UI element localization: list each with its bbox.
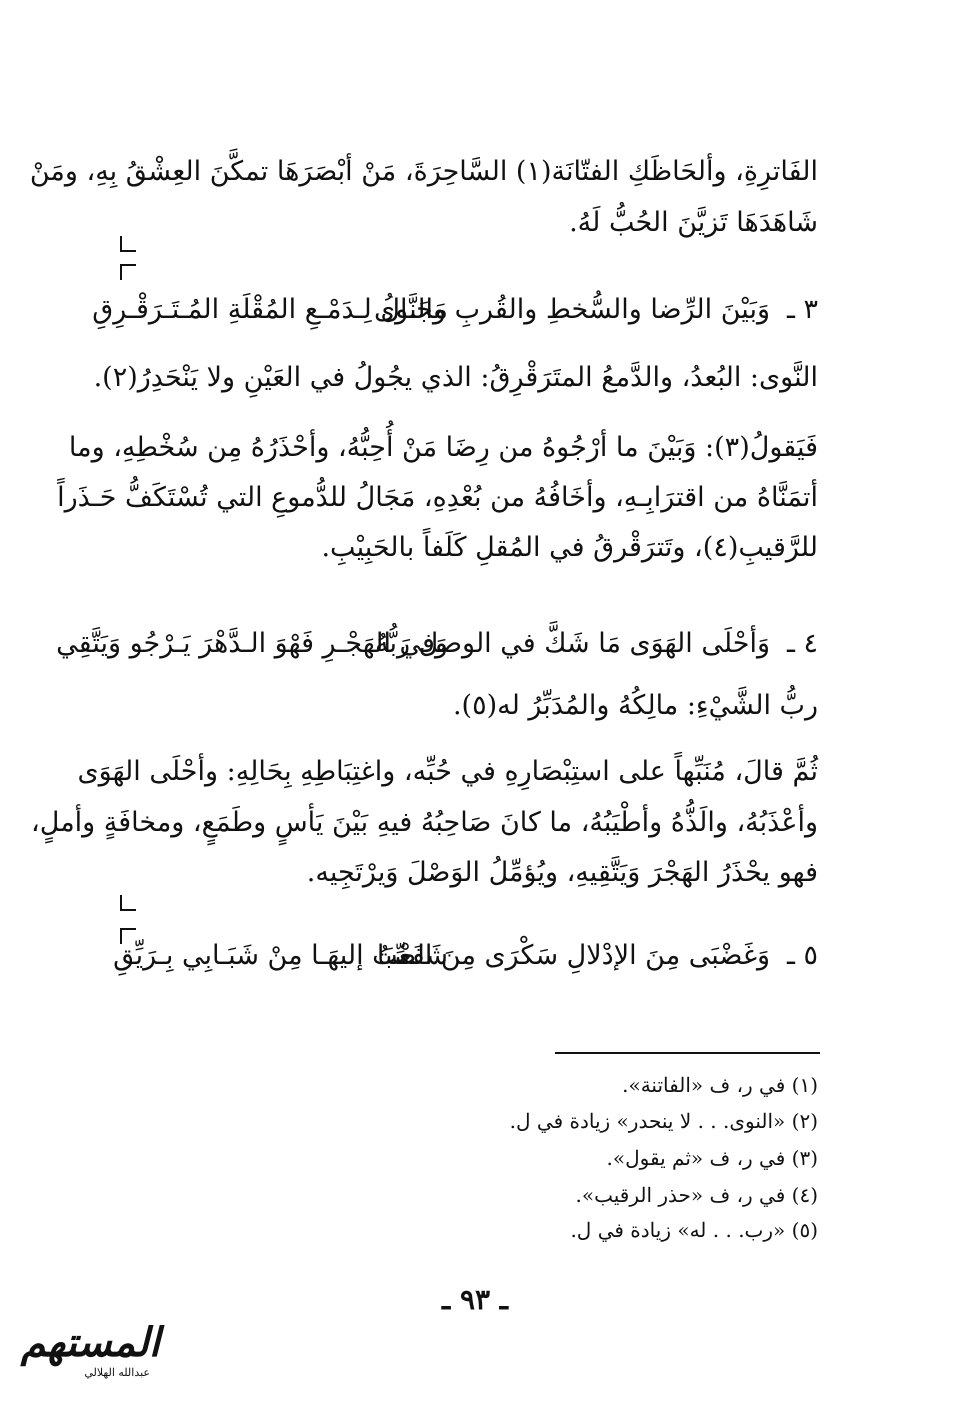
verse-5	[113, 934, 818, 978]
footnote-2: (٢) «النوى. . . لا ينحدر» زيادة في ل.	[509, 1109, 818, 1133]
verse-second-hemistich: مَجَـالُ لِـدَمْـعِ المُقْلَةِ المُـتَـرَقْـرِقِ	[92, 294, 448, 325]
text-line-7: ربُّ الشَّيْءِ: مالِكُهُ والمُدَبِّرُ له(٥).	[452, 690, 818, 721]
text-line-2: شَاهَدَهَا تَزيَّنَ الحُبُّ لَهُ.	[569, 207, 818, 238]
section-start-mark	[120, 264, 136, 280]
text-line-9: وأعْذَبُهُ، والَذُّهُ وأطْيَبُهُ، ما كانَ صَاحِبُهُ فيهِ بَيْنَ يَأسٍ وطَمَعٍ، ومخافَةٍ وأملٍ،	[31, 807, 818, 838]
section-end-mark	[120, 895, 136, 911]
verse-3	[92, 288, 818, 332]
logo-subtitle: عبدالله الهلالي	[84, 1366, 150, 1379]
verse-second-hemistich: شَفَعْتُ إليهَـا مِنْ شَبَـابِي بِـرَيِّقِ	[113, 940, 448, 971]
text-line-10: فهو يحْذَرُ الهَجْرَ وَيَتَّقِيهِ، ويُؤمِّلُ الوَصْلَ وَيرْتَجِيه.	[306, 857, 818, 888]
verse-4	[56, 622, 818, 666]
section-end-mark	[120, 236, 136, 252]
footnote-1: (١) في ر، ف «الفاتنة».	[622, 1073, 818, 1097]
text-line-5: أتمَنَّاهُ من اقترَابِـهِ، وأخَافُهُ من بُعْدِهِ، مَجَالُ للدُّموعِ التي تُسْتَكَفُّ حَـذَراً	[57, 482, 818, 513]
footnote-separator	[555, 1052, 820, 1054]
text-line-4: فَيَقولُ(٣): وَبَيْنَ ما أرْجُوهُ من رِضَا مَنْ أُحِبُّهُ، وأحْذَرُهُ مِن سُخْطِهِ، وما	[68, 432, 818, 463]
verse-first-hemistich: وَغَضْبَى مِنَ الإدْلالِ سَكْرَى مِنَ الصِّبَا	[376, 940, 770, 971]
verse-number: ٥ ـ	[786, 940, 818, 971]
verse-second-hemistich: وَفي الهَجْـرِ فَهْوَ الـدَّهْرَ يَـرْجُو وَيَتَّقِي	[56, 628, 448, 659]
footnote-3: (٣) في ر، ف «ثم يقول».	[606, 1146, 818, 1170]
footnote-5: (٥) «رب. . . له» زيادة في ل.	[570, 1218, 818, 1242]
verse-number: ٤ ـ	[786, 628, 818, 659]
text-line-8: ثُمَّ قالَ، مُنَبِّهاً على استِبْصَارِهِ في حُبِّه، واغتِبَاطِهِ بِحَالِهِ: وأحْلَى الهَوَى	[77, 756, 818, 787]
verse-first-hemistich: وَأحْلَى الهَوَى مَا شَكَّ في الوصل رَبُّهُ	[375, 628, 770, 659]
text-line-1: الفَاترِةِ، وألحَاظَكِ الفتّانَة(١) السَّاحِرَةَ، مَنْ أبْصَرَهَا تمكَّنَ العِشْقُ بِهِ، ومَنْ	[29, 156, 818, 187]
logo-calligraphy: المستهم	[20, 1319, 160, 1366]
footnote-4: (٤) في ر، ف «حذر الرقيب».	[575, 1183, 818, 1207]
text-line-3: النَّوى: البُعدُ، والدَّمعُ المتَرَقْرِقُ: الذي يجُولُ في العَيْنِ ولا يَنْحَدِرُ(٢).	[93, 362, 818, 393]
verse-first-hemistich: وَبَيْنَ الرِّضا والسُّخطِ والقُربِ والنَّوى	[373, 294, 770, 325]
verse-number: ٣ ـ	[786, 294, 818, 325]
page-number: ـ ٩٣ ـ	[442, 1283, 508, 1316]
text-line-6: للرَّقيبِ(٤)، وتَترَقْرقُ في المُقلِ كَلَفاً بالحَبِيْبِ.	[321, 532, 818, 563]
watermark-logo	[14, 1318, 164, 1382]
